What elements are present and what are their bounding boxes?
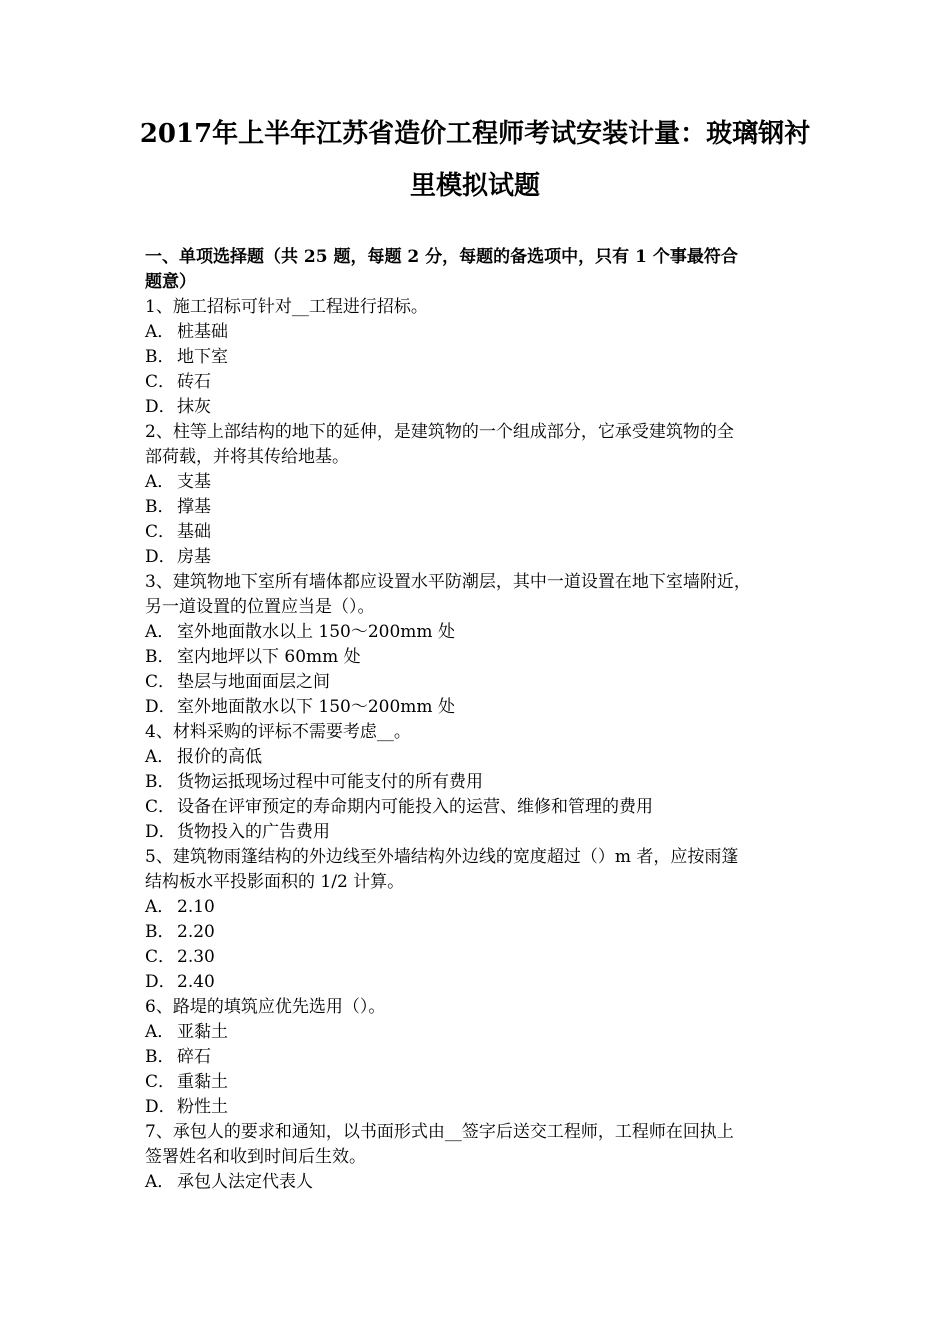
option-c xyxy=(145,520,815,545)
option-text: 房基 xyxy=(177,547,211,567)
option-letter: A． xyxy=(145,622,175,642)
option-letter: B． xyxy=(145,347,175,367)
option-d xyxy=(145,1095,815,1120)
option-d xyxy=(145,970,815,995)
option-text: 货物运抵现场过程中可能支付的所有费用 xyxy=(177,772,483,792)
question-text: 6、路堤的填筑应优先选用（）。 xyxy=(145,997,386,1017)
question-text: 结构板水平投影面积的 1/2 计算。 xyxy=(145,872,405,892)
question-6 xyxy=(145,995,815,1120)
option-text: 2.40 xyxy=(177,972,215,992)
option-text: 桩基础 xyxy=(177,322,228,342)
question-text: 4、材料采购的评标不需要考虑__。 xyxy=(145,722,411,742)
option-c xyxy=(145,795,815,820)
option-b xyxy=(145,920,815,945)
option-text: 设备在评审预定的寿命期内可能投入的运营、维修和管理的费用 xyxy=(177,797,653,817)
option-letter: B． xyxy=(145,647,175,667)
option-d xyxy=(145,545,815,570)
question-text: 签署姓名和收到时间后生效。 xyxy=(145,1147,366,1167)
option-text: 室内地坪以下 60mm 处 xyxy=(177,647,361,667)
option-letter: B． xyxy=(145,497,175,517)
option-letter: C． xyxy=(145,522,176,542)
question-text: 7、承包人的要求和通知，以书面形式由__签字后送交工程师，工程师在回执上 xyxy=(145,1122,734,1142)
option-d xyxy=(145,395,815,420)
question-text: 3、建筑物地下室所有墙体都应设置水平防潮层，其中一道设置在地下室墙附近， xyxy=(145,572,751,592)
option-letter: A． xyxy=(145,897,175,917)
option-b xyxy=(145,495,815,520)
option-text: 撑基 xyxy=(177,497,211,517)
option-letter: D． xyxy=(145,697,176,717)
question-1 xyxy=(145,295,815,420)
option-c xyxy=(145,370,815,395)
option-letter: C． xyxy=(145,672,176,692)
option-text: 承包人法定代表人 xyxy=(177,1172,313,1192)
option-letter: B． xyxy=(145,1047,175,1067)
question-text: 1、施工招标可针对__工程进行招标。 xyxy=(145,297,428,317)
option-letter: D． xyxy=(145,822,176,842)
option-letter: D． xyxy=(145,1097,176,1117)
option-a xyxy=(145,895,815,920)
option-letter: A． xyxy=(145,322,175,342)
section-heading-line-1: 一、单项选择题（共 25 题，每题 2 分，每题的备选项中，只有 1 个事最符合 xyxy=(145,247,738,267)
question-text: 5、建筑物雨篷结构的外边线至外墙结构外边线的宽度超过（）m 者，应按雨篷 xyxy=(145,847,739,867)
option-text: 报价的高低 xyxy=(177,747,262,767)
document-body xyxy=(145,245,815,1195)
question-text: 2、柱等上部结构的地下的延伸，是建筑物的一个组成部分，它承受建筑物的全 xyxy=(145,422,734,442)
option-letter: C． xyxy=(145,1072,176,1092)
option-letter: A． xyxy=(145,1022,175,1042)
option-text: 货物投入的广告费用 xyxy=(177,822,330,842)
document-title-line-2: 里模拟试题 xyxy=(409,171,540,201)
option-b xyxy=(145,645,815,670)
option-text: 垫层与地面面层之间 xyxy=(177,672,330,692)
option-letter: C． xyxy=(145,947,176,967)
question-4 xyxy=(145,720,815,845)
option-a xyxy=(145,1020,815,1045)
option-a xyxy=(145,1170,815,1195)
option-text: 地下室 xyxy=(177,347,228,367)
option-d xyxy=(145,695,815,720)
option-c xyxy=(145,945,815,970)
option-text: 砖石 xyxy=(177,372,211,392)
option-text: 基础 xyxy=(177,522,211,542)
option-letter: A． xyxy=(145,1172,175,1192)
option-c xyxy=(145,1070,815,1095)
option-text: 2.20 xyxy=(177,922,215,942)
option-text: 亚黏土 xyxy=(177,1022,228,1042)
option-letter: A． xyxy=(145,747,175,767)
option-text: 室外地面散水以下 150～200mm 处 xyxy=(177,697,455,717)
option-letter: B． xyxy=(145,772,175,792)
option-b xyxy=(145,1045,815,1070)
option-letter: B． xyxy=(145,922,175,942)
option-a xyxy=(145,320,815,345)
option-text: 2.10 xyxy=(177,897,215,917)
option-text: 室外地面散水以上 150～200mm 处 xyxy=(177,622,455,642)
option-letter: C． xyxy=(145,797,176,817)
option-text: 重黏土 xyxy=(177,1072,228,1092)
option-b xyxy=(145,345,815,370)
question-5 xyxy=(145,845,815,995)
question-3 xyxy=(145,570,815,720)
option-text: 抹灰 xyxy=(177,397,211,417)
option-letter: D． xyxy=(145,397,176,417)
question-text: 部荷载，并将其传给地基。 xyxy=(145,447,349,467)
option-d xyxy=(145,820,815,845)
option-text: 2.30 xyxy=(177,947,215,967)
document-title-line-1: 2017年上半年江苏省造价工程师考试安装计量：玻璃钢衬 xyxy=(139,119,811,149)
option-text: 碎石 xyxy=(177,1047,211,1067)
question-text: 另一道设置的位置应当是（）。 xyxy=(145,597,375,617)
option-a xyxy=(145,620,815,645)
option-letter: D． xyxy=(145,547,176,567)
question-7 xyxy=(145,1120,815,1195)
option-a xyxy=(145,745,815,770)
option-text: 支基 xyxy=(177,472,211,492)
option-letter: C． xyxy=(145,372,176,392)
option-letter: A． xyxy=(145,472,175,492)
option-a xyxy=(145,470,815,495)
section-heading-line-2: 题意） xyxy=(145,272,196,292)
option-c xyxy=(145,670,815,695)
option-text: 粉性土 xyxy=(177,1097,228,1117)
question-2 xyxy=(145,420,815,570)
option-b xyxy=(145,770,815,795)
option-letter: D． xyxy=(145,972,176,992)
